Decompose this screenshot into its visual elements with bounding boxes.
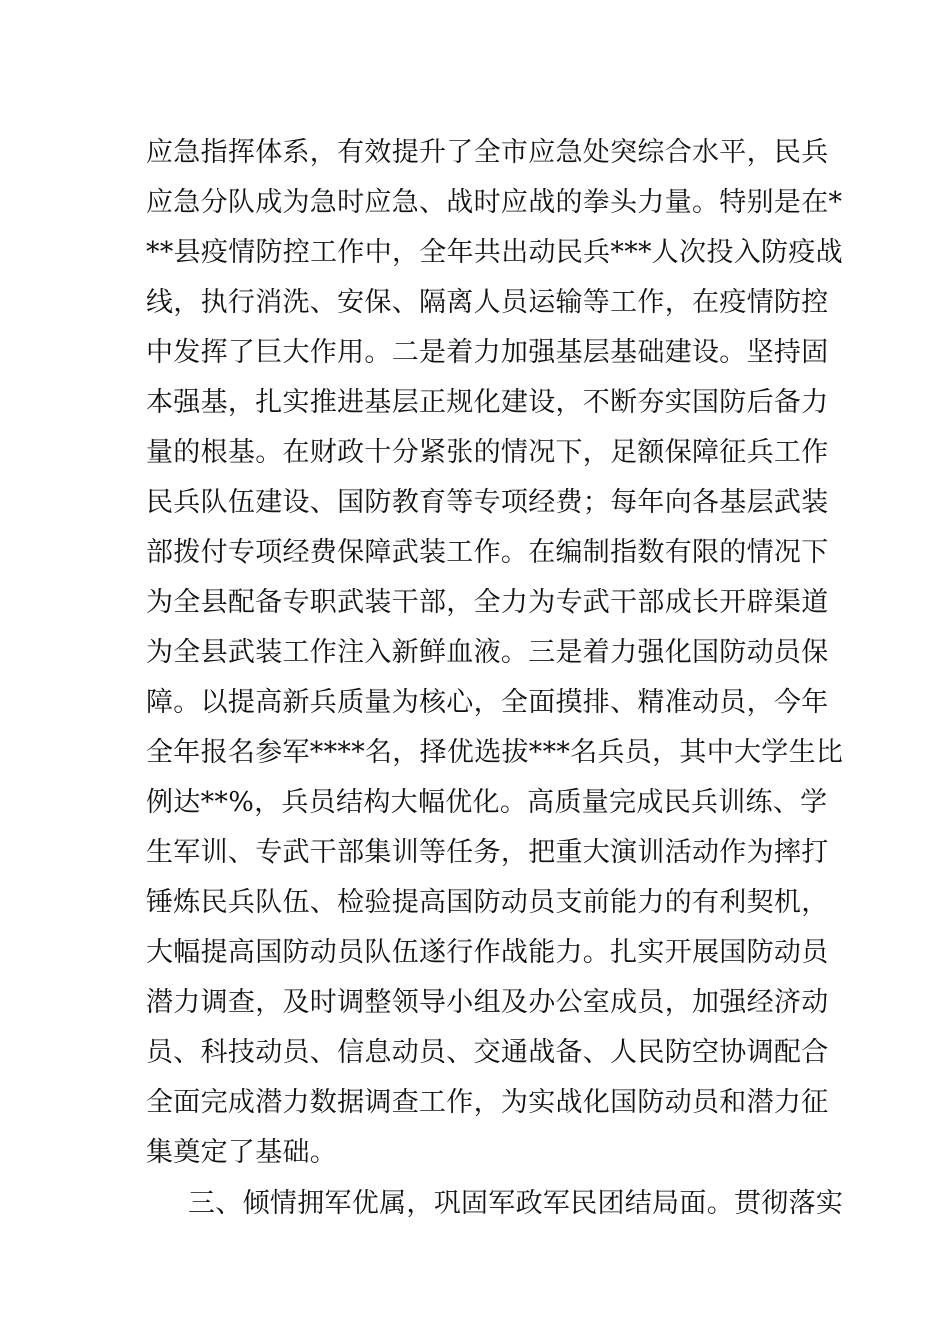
text-line: 部拨付专项经费保障武装工作。在编制指数有限的情况下 [146, 537, 829, 568]
text-line: 员、科技动员、信息动员、交通战备、人民防空协调配合 [146, 1037, 829, 1068]
text-line: 量的根基。在财政十分紧张的情况下，足额保障征兵工作 [146, 437, 829, 468]
text-line: 锤炼民兵队伍、检验提高国防动员支前能力的有利契机， [146, 887, 829, 918]
text-line: 生军训、专武干部集训等任务，把重大演训活动作为摔打 [146, 837, 829, 868]
text-line: 民兵队伍建设、国防教育等专项经费；每年向各基层武装 [146, 487, 829, 518]
text-line: 大幅提高国防动员队伍遂行作战能力。扎实开展国防动员 [146, 937, 829, 968]
text-line: 为全县配备专职武装干部，全力为专武干部成长开辟渠道 [146, 587, 829, 618]
text-line: **县疫情防控工作中，全年共出动民兵***人次投入防疫战 [146, 237, 843, 268]
text-line: 全面完成潜力数据调查工作，为实战化国防动员和潜力征 [146, 1087, 829, 1118]
text-line: 本强基，扎实推进基层正规化建设，不断夯实国防后备力 [146, 387, 829, 418]
text-line: 应急分队成为急时应急、战时应战的拳头力量。特别是在* [146, 187, 843, 218]
text-line: 例达**%，兵员结构大幅优化。高质量完成民兵训练、学 [146, 787, 828, 818]
text-line: 全年报名参军****名，择优选拔***名兵员，其中大学生比 [146, 737, 844, 768]
section-heading-line: 三、倾情拥军优属，巩固军政军民团结局面。贯彻落实 [188, 1188, 844, 1219]
text-line: 潜力调查，及时调整领导小组及办公室成员，加强经济动 [146, 987, 829, 1018]
text-line: 线，执行消洗、安保、隔离人员运输等工作，在疫情防控 [146, 287, 829, 318]
text-line: 应急指挥体系，有效提升了全市应急处突综合水平，民兵 [146, 137, 829, 168]
text-line: 障。以提高新兵质量为核心，全面摸排、精准动员，今年 [146, 687, 829, 718]
text-line: 中发挥了巨大作用。二是着力加强基层基础建设。坚持固 [146, 337, 829, 368]
text-line: 为全县武装工作注入新鲜血液。三是着力强化国防动员保 [146, 637, 829, 668]
text-line: 集奠定了基础。 [146, 1137, 338, 1168]
